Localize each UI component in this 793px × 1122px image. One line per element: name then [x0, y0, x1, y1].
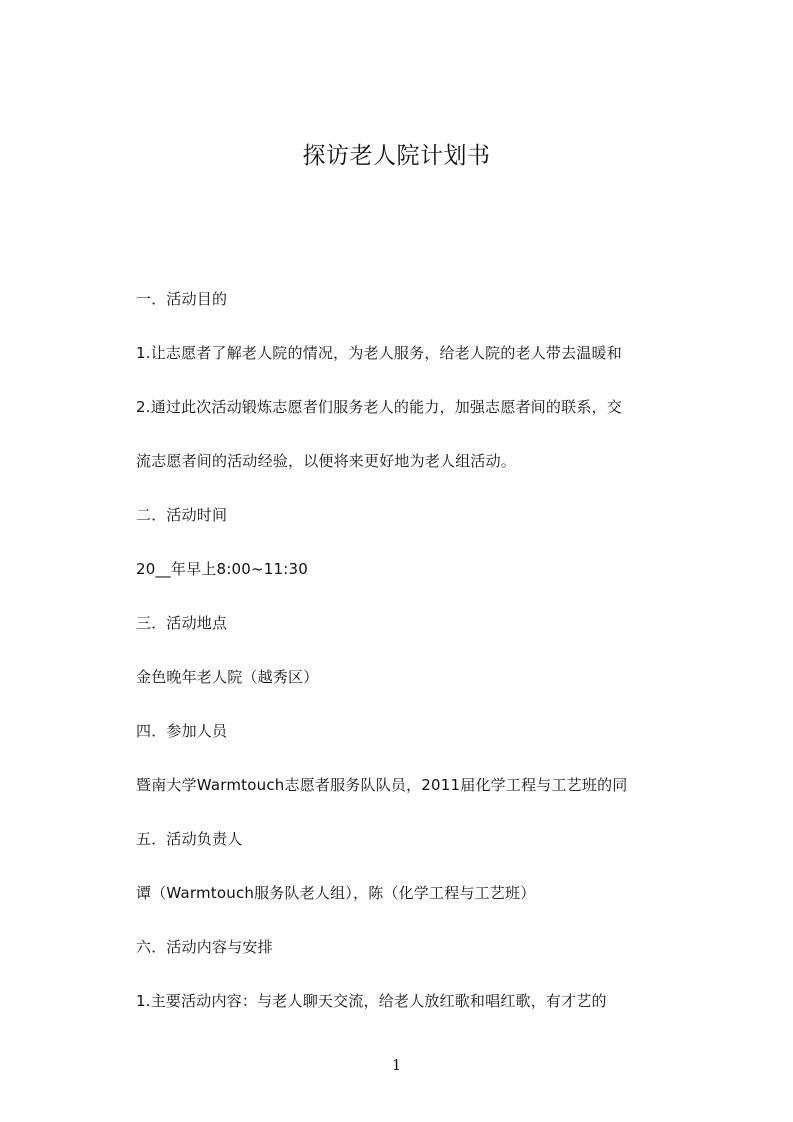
participants-text: 暨南大学Warmtouch志愿者服务队队员，2011届化学工程与工艺班的同: [136, 776, 628, 794]
section-heading-lead: 五．活动负责人: [136, 830, 243, 848]
purpose-item-1: 1.让志愿者了解老人院的情况，为老人服务，给老人院的老人带去温暖和: [136, 344, 622, 362]
activity-lead-text: 谭（Warmtouch服务队老人组），陈（化学工程与工艺班）: [136, 884, 536, 902]
purpose-item-2: 2.通过此次活动锻炼志愿者们服务老人的能力，加强志愿者间的联系，交: [136, 398, 622, 416]
section-heading-purpose: 一．活动目的: [136, 290, 228, 308]
activity-location-text: 金色晚年老人院（越秀区）: [136, 668, 319, 686]
page-number: 1: [391, 1056, 402, 1074]
content-item-1: 1.主要活动内容：与老人聊天交流，给老人放红歌和唱红歌，有才艺的: [136, 992, 607, 1010]
section-heading-location: 三．活动地点: [136, 614, 228, 632]
purpose-item-2-continued: 流志愿者间的活动经验，以便将来更好地为老人组活动。: [136, 452, 517, 470]
section-heading-content: 六．活动内容与安排: [136, 938, 273, 956]
activity-time-text: 20__年早上8:00~11:30: [136, 560, 308, 578]
document-title: 探访老人院计划书: [302, 143, 491, 169]
section-heading-time: 二．活动时间: [136, 506, 228, 524]
section-heading-participants: 四．参加人员: [136, 722, 228, 740]
